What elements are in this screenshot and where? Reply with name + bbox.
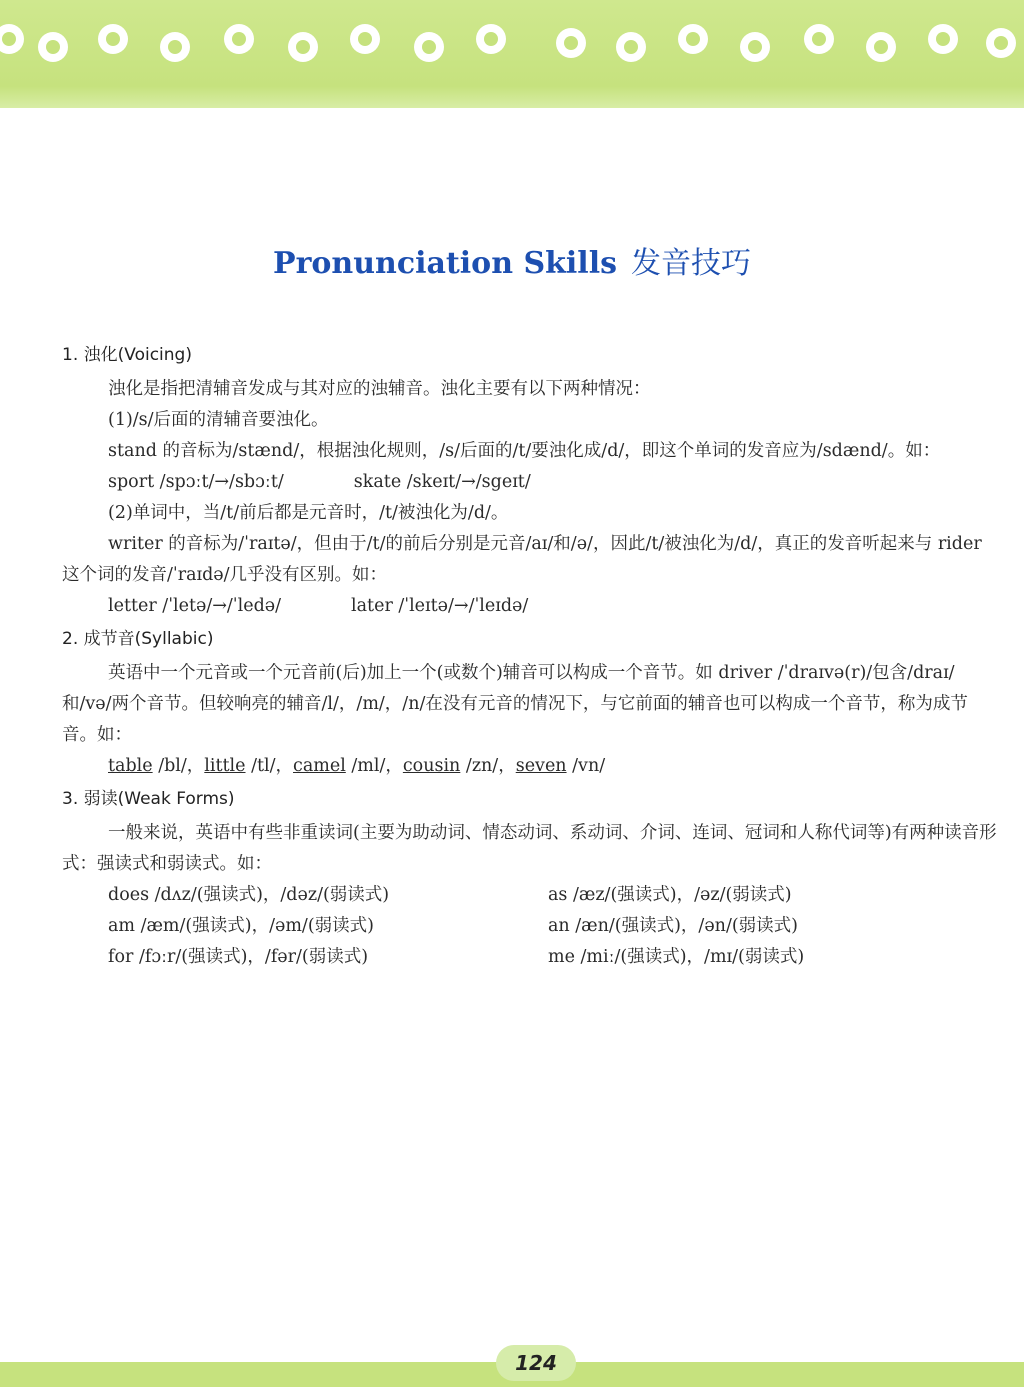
- weak-forms-row: [62, 942, 1002, 973]
- page-title: [0, 238, 1024, 282]
- weak-form-entry: for /fɔːr/(强读式)，/fər/(弱读式): [108, 947, 369, 967]
- voicing-case-1-examples: [62, 467, 1002, 498]
- weak-form-entry: am /æm/(强读式)，/əm/(弱读式): [108, 916, 374, 936]
- ring-icon: [616, 32, 646, 62]
- weak-form-entry: does /dʌz/(强读式)，/dəz/(弱读式): [108, 885, 390, 905]
- weak-form-entry: as /æz/(强读式)，/əz/(弱读式): [548, 885, 792, 905]
- top-decorative-band: [0, 0, 1024, 108]
- syllabic-ipa: /vn/: [572, 756, 606, 776]
- ring-icon: [38, 32, 68, 62]
- voicing-case-1: (1)/s/后面的清辅音要浊化。: [108, 410, 329, 430]
- voicing-case-2-examples: [62, 591, 1002, 622]
- main-content: [62, 338, 1002, 973]
- voicing-intro: 浊化是指把清辅音发成与其对应的浊辅音。浊化主要有以下两种情况：: [108, 379, 651, 399]
- voicing-case-2-text: writer 的音标为/ˈraɪtə/，但由于/t/的前后分别是元音/aɪ/和/ə/，因此/t/被浊化为/d/，真正的发音听起来与 rider 这个词的发音/ˈraɪdə/几乎没有区别。如：: [62, 534, 982, 585]
- ring-icon: [288, 32, 318, 62]
- ring-icon: [804, 24, 834, 54]
- syllabic-word: seven: [515, 756, 567, 776]
- ring-decoration: [0, 18, 1024, 68]
- syllabic-word: little: [204, 756, 246, 776]
- syllabic-word: camel: [293, 756, 346, 776]
- title-english: Pronunciation Skills: [273, 246, 617, 281]
- ring-icon: [928, 24, 958, 54]
- ring-icon: [224, 24, 254, 54]
- weak-forms-text: 一般来说，英语中有些非重读词(主要为助动词、情态动词、系动词、介词、连词、冠词和人称代词等)有两种读音形式：强读式和弱读式。如：: [62, 823, 997, 874]
- syllabic-ipa: /tl/: [251, 756, 276, 776]
- example-letter: letter /ˈletə/→/ˈledə/: [108, 596, 282, 616]
- weak-form-entry: an /æn/(强读式)，/ən/(弱读式): [548, 916, 799, 936]
- syllabic-examples: table /bl/，little /tl/，camel /ml/，cousin /zn/，seven /vn/: [108, 756, 606, 776]
- ring-icon: [678, 24, 708, 54]
- ring-icon: [350, 24, 380, 54]
- syllabic-ipa: /bl/: [158, 756, 187, 776]
- syllabic-ipa: /ml/: [351, 756, 386, 776]
- example-later: later /ˈleɪtə/→/ˈleɪdə/: [351, 596, 529, 616]
- ring-icon: [98, 24, 128, 54]
- ring-icon: [740, 32, 770, 62]
- ring-icon: [986, 28, 1016, 58]
- title-chinese: 发音技巧: [630, 246, 751, 281]
- section-heading-weak-forms: 3. 弱读(Weak Forms): [62, 789, 235, 809]
- ring-icon: [160, 32, 190, 62]
- ring-icon: [414, 32, 444, 62]
- ring-icon: [556, 28, 586, 58]
- ring-icon: [866, 32, 896, 62]
- weak-form-entry: me /miː/(强读式)，/mɪ/(弱读式): [548, 947, 805, 967]
- example-skate: skate /skeɪt/→/sgeɪt/: [353, 472, 531, 492]
- example-sport: sport /spɔːt/→/sbɔːt/: [108, 472, 284, 492]
- section-heading-voicing: 1. 浊化(Voicing): [62, 345, 192, 365]
- syllabic-word: table: [108, 756, 153, 776]
- page-number: 124: [496, 1345, 576, 1381]
- weak-forms-row: [62, 911, 1002, 942]
- syllabic-ipa: /zn/: [465, 756, 499, 776]
- section-heading-syllabic: 2. 成节音(Syllabic): [62, 629, 214, 649]
- voicing-case-1-text: stand 的音标为/stænd/，根据浊化规则，/s/后面的/t/要浊化成/d/，即这个单词的发音应为/sdænd/。如：: [108, 441, 941, 461]
- ring-icon: [476, 24, 506, 54]
- ring-icon: [0, 24, 24, 54]
- syllabic-word: cousin: [402, 756, 461, 776]
- weak-forms-row: [62, 880, 1002, 911]
- syllabic-text: 英语中一个元音或一个元音前(后)加上一个(或数个)辅音可以构成一个音节。如 driver /ˈdraɪvə(r)/包含/draɪ/和/və/两个音节。但较响亮的辅音/l/，/m/，/n/在没有元音的情况下，与它前面的辅音也可以构成一个音节，称为成节音。如：: [62, 663, 968, 745]
- voicing-case-2: (2)单词中，当/t/前后都是元音时，/t/被浊化为/d/。: [108, 503, 509, 523]
